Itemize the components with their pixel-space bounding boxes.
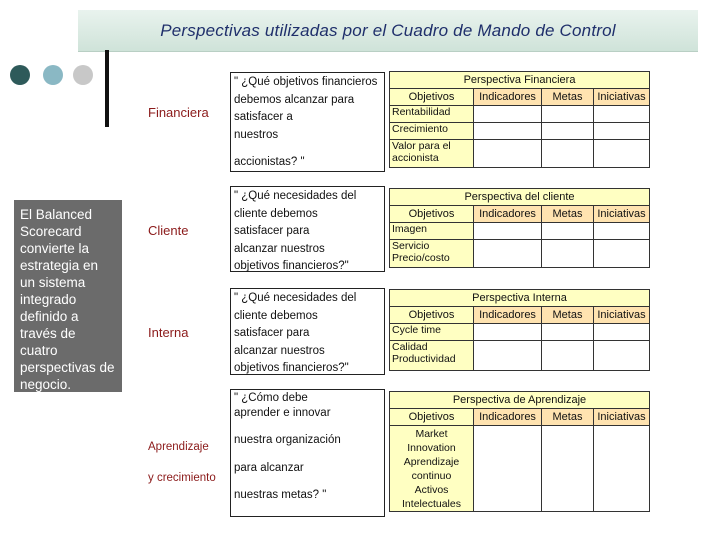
objective-text: Market	[415, 428, 448, 440]
decor-dot-gray	[73, 65, 93, 85]
perspective-label-interna: Interna	[148, 325, 189, 340]
col-metas: Metas	[542, 409, 594, 426]
col-iniciativas: Iniciativas	[594, 307, 650, 324]
objective-text: Valor para el accionista	[392, 140, 451, 164]
decor-dot-teal	[43, 65, 63, 85]
objective-text: Servicio	[392, 240, 430, 252]
empty-cell	[594, 240, 650, 268]
perspective-label-cliente: Cliente	[148, 223, 189, 238]
table-financiera	[389, 71, 650, 168]
table-header: Perspectiva de Aprendizaje	[390, 392, 650, 409]
objective-text: Rentabilidad	[392, 106, 451, 118]
objective-text: Aprendizaje	[403, 456, 460, 468]
question-line: cliente debemos	[234, 309, 318, 322]
question-line: para alcanzar	[234, 461, 304, 474]
empty-cell	[594, 106, 650, 123]
question-line: " ¿Qué necesidades del	[234, 292, 357, 304]
empty-cell	[474, 223, 542, 240]
col-indicadores: Indicadores	[474, 307, 542, 324]
question-line: satisfacer para	[234, 327, 310, 339]
slide-title: Perspectivas utilizadas por el Cuadro de Mando de Control	[160, 21, 616, 40]
question-line	[234, 144, 381, 154]
perspective-label-financiera: Financiera	[148, 105, 209, 120]
empty-cell	[542, 223, 594, 240]
perspective-label-crecimiento: y crecimiento	[148, 472, 216, 484]
col-indicadores: Indicadores	[474, 89, 542, 106]
empty-cell	[542, 341, 594, 371]
question-line	[234, 421, 381, 433]
objective-text: Productividad	[392, 353, 456, 365]
question-line: " ¿Qué necesidades del	[234, 190, 357, 202]
decor-vertical-bar	[105, 50, 109, 127]
table-interna	[389, 289, 650, 371]
empty-cell	[594, 341, 650, 371]
objective-text: Activos	[414, 484, 449, 496]
question-line: cliente debemos	[234, 207, 318, 220]
question-line: accionistas? "	[234, 156, 305, 168]
question-box-cliente	[230, 186, 385, 272]
col-iniciativas: Iniciativas	[594, 206, 650, 223]
empty-cell	[474, 426, 542, 512]
empty-cell	[542, 123, 594, 140]
empty-cell	[474, 106, 542, 123]
col-objetivos: Objetivos	[390, 206, 474, 223]
empty-cell	[594, 123, 650, 140]
col-indicadores: Indicadores	[474, 409, 542, 426]
objective-text: Imagen	[392, 223, 428, 235]
objective-text: Calidad	[392, 341, 428, 353]
perspective-label-aprendizaje: Aprendizaje	[148, 441, 209, 453]
empty-cell	[474, 341, 542, 371]
sidebar-description: El Balanced Scorecard convierte la estrategia en un sistema integrado definido a través de cuatro perspectivas de negocio.	[14, 200, 122, 392]
question-line: nuestras metas? "	[234, 488, 327, 501]
table-aprendizaje	[389, 391, 650, 512]
col-indicadores: Indicadores	[474, 206, 542, 223]
question-line	[234, 449, 381, 461]
question-line: objetivos financieros?"	[234, 260, 349, 272]
question-line	[234, 476, 381, 488]
question-line: debemos alcanzar para	[234, 93, 355, 106]
question-line: satisfacer a	[234, 111, 293, 123]
objective-text: Cycle time	[392, 324, 442, 336]
table-header: Perspectiva del cliente	[390, 189, 650, 206]
empty-cell	[594, 140, 650, 168]
objective-cell	[390, 324, 474, 341]
objective-text: continuo	[411, 470, 452, 482]
question-line: nuestros	[234, 128, 279, 141]
table-cliente	[389, 188, 650, 268]
empty-cell	[474, 240, 542, 268]
objective-cell	[390, 140, 474, 168]
objective-cell	[390, 123, 474, 140]
table-header: Perspectiva Interna	[390, 290, 650, 307]
col-objetivos: Objetivos	[390, 409, 474, 426]
col-metas: Metas	[542, 206, 594, 223]
empty-cell	[542, 240, 594, 268]
question-box-aprendizaje	[230, 389, 385, 517]
question-line: objetivos financieros?"	[234, 362, 349, 374]
empty-cell	[542, 324, 594, 341]
empty-cell	[542, 106, 594, 123]
objective-text: Crecimiento	[392, 123, 449, 135]
objective-text: Innovation	[407, 442, 456, 454]
question-line: nuestra organización	[234, 434, 341, 447]
question-box-interna	[230, 288, 385, 375]
question-box-financiera	[230, 72, 385, 172]
col-iniciativas: Iniciativas	[594, 89, 650, 106]
objective-cell	[390, 223, 474, 240]
objective-text: Intelectuales	[402, 498, 461, 510]
question-line: aprender e innovar	[234, 407, 331, 420]
col-objetivos: Objetivos	[390, 307, 474, 324]
question-line: alcanzar nuestros	[234, 344, 325, 357]
empty-cell	[542, 140, 594, 168]
question-line: " ¿Cómo debe	[234, 392, 308, 404]
table-header: Perspectiva Financiera	[390, 72, 650, 89]
decor-dot-dark	[10, 65, 30, 85]
col-metas: Metas	[542, 307, 594, 324]
objective-cell	[390, 240, 474, 268]
objective-cell	[390, 341, 474, 371]
empty-cell	[474, 123, 542, 140]
objective-cell	[390, 106, 474, 123]
question-line: " ¿Qué objetivos financieros	[234, 76, 378, 88]
empty-cell	[594, 324, 650, 341]
objective-text: Precio/costo	[392, 252, 450, 264]
question-line: satisfacer para	[234, 225, 310, 237]
col-metas: Metas	[542, 89, 594, 106]
empty-cell	[474, 324, 542, 341]
col-objetivos: Objetivos	[390, 89, 474, 106]
empty-cell	[594, 223, 650, 240]
empty-cell	[594, 426, 650, 512]
col-iniciativas: Iniciativas	[594, 409, 650, 426]
empty-cell	[542, 426, 594, 512]
objective-cell	[390, 426, 474, 512]
empty-cell	[474, 140, 542, 168]
question-line: alcanzar nuestros	[234, 242, 325, 255]
